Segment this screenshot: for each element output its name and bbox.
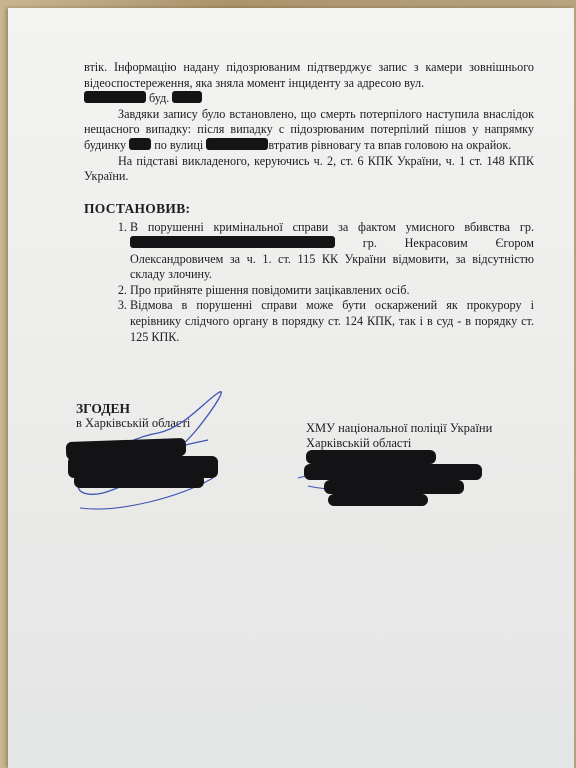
- list-item: 1. В порушенні кримінальної справи за фактом умисного вбивства гр. гр. Некрасовим Єгором Олександровичем за ч. 1. ст. 115 КК України відмовити, за відсутністю складу злочину.: [130, 220, 534, 282]
- paragraph-legal-basis: На підставі викладеного, керуючись ч. 2, ст. 6 КПК України, ч. 1 ст. 148 КПК України.: [84, 153, 534, 184]
- police-org-line2: Харківській області: [306, 436, 412, 450]
- resolution-heading: ПОСТАНОВИВ:: [84, 200, 191, 216]
- redaction: [328, 494, 428, 506]
- redaction: [74, 474, 204, 488]
- paragraph-findings: Завдяки запису було встановлено, що смерть потерпілого наступила внаслідок нещасного випадку: після випадку с підозрюваним потерпілий пішов у напрямку будинку по вулиці втратив рівновагу та впав головою на окрайок.: [84, 106, 534, 152]
- paragraph-evidence: втік. Інформацію надану підозрюваним підтверджує запис з камери зовнішнього відеоспостереження, яка зняла момент інциденту за адресою вул. буд.: [84, 60, 534, 106]
- approval-title: ЗГОДЕН: [76, 401, 130, 416]
- redaction: [304, 464, 482, 480]
- list-item: 2. Про прийняте рішення повідомити зацікавлених осіб.: [130, 283, 534, 299]
- police-org-line1: ХМУ національної поліції України: [306, 421, 493, 435]
- handwritten-signatures: [8, 8, 574, 768]
- approval-org: в Харківській області: [76, 416, 191, 430]
- list-item: 3. Відмова в порушенні справи може бути оскаржений як прокурору і керівнику слідчого органу в порядку ст. 124 КПК, так і в суд - в порядку ст. 125 КПК.: [130, 298, 534, 345]
- paper-sheet: [8, 8, 574, 768]
- redaction: [306, 450, 436, 464]
- redaction: [324, 480, 464, 494]
